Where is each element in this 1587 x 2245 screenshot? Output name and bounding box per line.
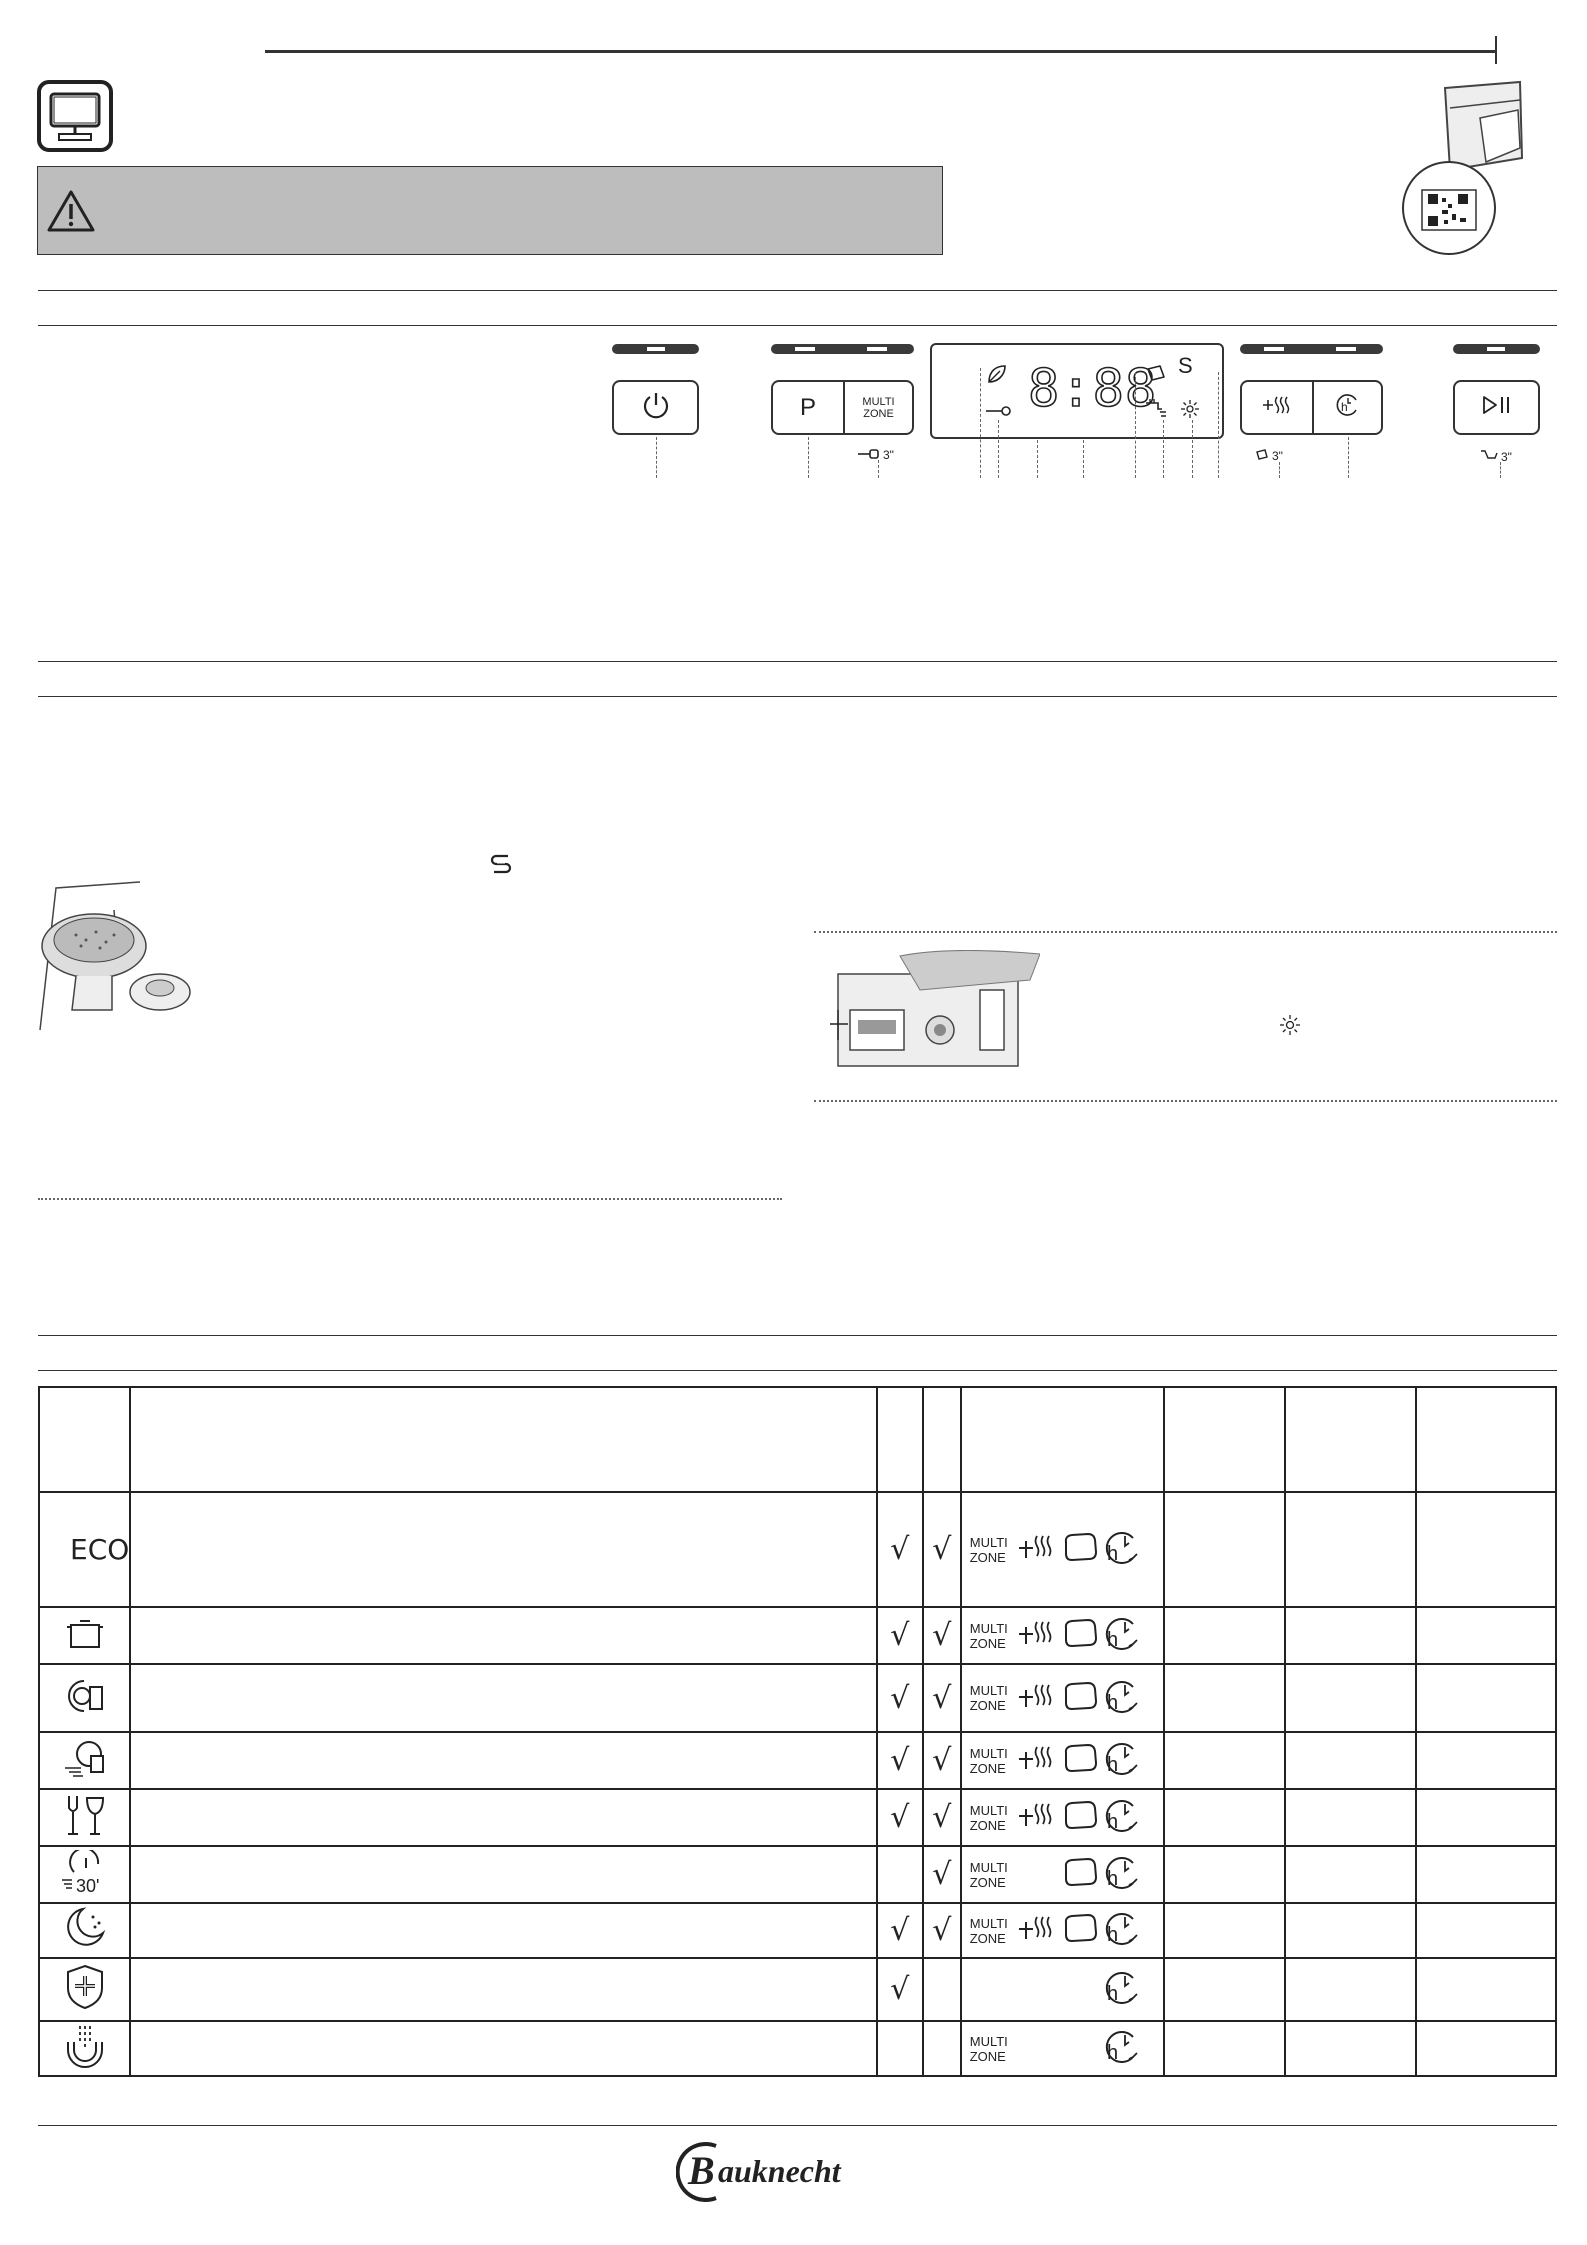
tablet-option-icon: [1062, 1800, 1100, 1835]
section-rule: [38, 696, 1557, 697]
program-value-cell: [1285, 1607, 1416, 1664]
program-tick-cell: √: [923, 1492, 961, 1607]
rinse-aid-icon: [1180, 399, 1200, 424]
header-cell: [1285, 1387, 1416, 1492]
program-tick-cell: √: [877, 1903, 923, 1958]
program-value-cell: [1285, 1664, 1416, 1732]
night-icon: [63, 1907, 107, 1954]
program-label: P: [799, 393, 816, 421]
tablet-icon: [1062, 1857, 1098, 1887]
leader-line: [1348, 437, 1349, 478]
program-value-cell: [1416, 1492, 1556, 1607]
pot-icon: [65, 1615, 105, 1656]
eco-leaf-icon: [986, 363, 1008, 390]
plus-heat-option-icon: [1017, 1800, 1059, 1835]
multizone-option-label: [970, 1621, 1014, 1651]
delay-option-icon: [1103, 1911, 1143, 1950]
plus-heat-option-icon: [1017, 1618, 1059, 1653]
tablet-icon: [1062, 1681, 1098, 1711]
program-value-cell: [1164, 1607, 1286, 1664]
delay-option-icon: [1103, 1741, 1143, 1780]
program-value-cell: [1164, 1958, 1286, 2021]
program-row: [39, 1903, 1556, 1958]
program-tick-cell: √: [877, 1492, 923, 1607]
program-icon-cell: [39, 1664, 130, 1732]
tablet-icon: [1062, 1800, 1098, 1830]
delay-option-icon: [1103, 1970, 1143, 2009]
start-indicator-bar: [1453, 344, 1540, 354]
program-description-cell: [130, 1789, 877, 1846]
zone-text: ZONE: [969, 2048, 1006, 2064]
svg-text:h: h: [1106, 1983, 1118, 2004]
program-value-cell: [1416, 1789, 1556, 1846]
multizone-option-label: [970, 1683, 1014, 1713]
program-options-cell: [961, 1903, 1164, 1958]
multizone-option-label: [970, 1860, 1014, 1890]
multizone-hint-text: 3": [883, 448, 894, 462]
quick-dish-icon: [63, 1738, 107, 1783]
zone-text: ZONE: [969, 1635, 1006, 1651]
header-cell: [877, 1387, 923, 1492]
svg-text:h: h: [1106, 1543, 1118, 1564]
program-tick-cell: √: [877, 1732, 923, 1789]
program-description-cell: [130, 1664, 877, 1732]
program-options-cell: [961, 1846, 1164, 1903]
program-row: [39, 1607, 1556, 1664]
dotted-separator: [814, 1100, 1557, 1102]
program-icon-cell: [39, 1492, 130, 1607]
plus-heat-option-icon: [1017, 1743, 1059, 1778]
program-description-cell: [130, 1607, 877, 1664]
delay-start-icon: [1103, 1530, 1143, 1564]
program-value-cell: [1285, 1789, 1416, 1846]
power-icon: [641, 390, 671, 425]
delay-option-icon: [1103, 1798, 1143, 1837]
program-options-cell: [961, 1607, 1164, 1664]
zone-text: ZONE: [969, 1549, 1006, 1565]
leader-line: [808, 437, 809, 478]
delay-start-icon: [1103, 1855, 1143, 1889]
program-tick-cell: [877, 1846, 923, 1903]
tablet-option-icon: [1062, 1913, 1100, 1948]
svg-text:h: h: [1340, 400, 1348, 414]
program-tick-cell: √: [923, 1789, 961, 1846]
program-icon-cell: [39, 1903, 130, 1958]
delay-start-icon: [1103, 1679, 1143, 1713]
header-rule-end: [1495, 36, 1497, 64]
svg-text:h: h: [1106, 1754, 1118, 1775]
program-value-cell: [1416, 1664, 1556, 1732]
salt-filling-illustration: [36, 880, 204, 1035]
power-button[interactable]: [612, 380, 699, 435]
program-tick-cell: √: [923, 1903, 961, 1958]
multi-text: MULTI: [969, 1745, 1008, 1761]
quick-30-icon: [60, 1850, 110, 1899]
tablet-icon: [1062, 1743, 1098, 1773]
tablet-icon: [1062, 1913, 1098, 1943]
program-value-cell: [1416, 1607, 1556, 1664]
plus-heat-icon: [1261, 393, 1293, 422]
section-rule: [38, 1370, 1557, 1371]
plus-heat-option-icon: [1017, 1681, 1059, 1716]
tablet-option-icon: [1062, 1532, 1100, 1567]
delay-option-icon: [1103, 1530, 1143, 1569]
salt-indicator: S: [1178, 353, 1193, 378]
options-indicator-bar: [1240, 344, 1383, 354]
program-tick-cell: √: [877, 1664, 923, 1732]
program-options-cell: [961, 1958, 1164, 2021]
program-value-cell: [1416, 1958, 1556, 2021]
delay-start-icon: [1103, 1741, 1143, 1775]
header-cell: [1416, 1387, 1556, 1492]
program-value-cell: [1164, 1789, 1286, 1846]
delay-button[interactable]: [1314, 382, 1381, 433]
program-description-cell: [130, 1958, 877, 2021]
header-cell: [961, 1387, 1164, 1492]
monitor-icon: [37, 80, 113, 152]
program-row: [39, 1664, 1556, 1732]
delay-start-icon: [1103, 1798, 1143, 1832]
program-value-cell: [1285, 1846, 1416, 1903]
delay-option-icon: [1103, 1616, 1143, 1655]
svg-text:h: h: [1106, 1691, 1118, 1713]
multi-text: MULTI: [969, 1683, 1008, 1698]
zone-text: ZONE: [969, 1817, 1006, 1833]
leader-line: [1218, 372, 1219, 478]
start-pause-button[interactable]: [1453, 380, 1540, 435]
program-icon-cell: [39, 1789, 130, 1846]
plus-heat-icon: [1017, 1681, 1057, 1711]
program-description-cell: [130, 2021, 877, 2076]
svg-text:h: h: [1106, 1868, 1118, 1889]
program-description-cell: [130, 1492, 877, 1607]
svg-text:h: h: [1106, 1811, 1118, 1832]
delay-start-icon: [1103, 2029, 1143, 2063]
water-tap-icon: [1144, 397, 1170, 424]
power-indicator-bar: [612, 344, 699, 354]
header-cell: [130, 1387, 877, 1492]
dotted-separator: [38, 1198, 782, 1200]
program-tick-cell: √: [877, 1607, 923, 1664]
leader-line: [656, 437, 657, 478]
program-value-cell: [1285, 1492, 1416, 1607]
bauknecht-logo: [676, 2140, 916, 2204]
program-row: [39, 1492, 1556, 1607]
key-icon: [858, 448, 880, 462]
delay-start-icon: [1334, 392, 1362, 423]
leader-line: [980, 368, 981, 478]
program-tick-cell: √: [923, 1607, 961, 1664]
program-tick-cell: √: [923, 1664, 961, 1732]
program-description-cell: [130, 1903, 877, 1958]
tablet-option-icon: [1062, 1743, 1100, 1778]
program-row: [39, 1846, 1556, 1903]
delay-option-icon: [1103, 2029, 1143, 2068]
program-button[interactable]: [773, 382, 845, 433]
program-icon-cell: [39, 1846, 130, 1903]
multizone-option-label: [970, 1535, 1014, 1565]
plus-heat-icon: [1017, 1618, 1057, 1648]
multizone-label-line1: MULTI: [862, 395, 895, 408]
multizone-option-label: [970, 2034, 1014, 2064]
program-value-cell: [1164, 1846, 1286, 1903]
program-value-cell: [1164, 1664, 1286, 1732]
program-value-cell: [1164, 1732, 1286, 1789]
program-options-cell: [961, 2021, 1164, 2076]
qr-code-dishwasher-icon: [1400, 78, 1525, 256]
multizone-button[interactable]: [845, 382, 912, 433]
program-tick-cell: √: [877, 1789, 923, 1846]
program-options-cell: [961, 1664, 1164, 1732]
program-value-cell: [1416, 1732, 1556, 1789]
program-value-cell: [1164, 1903, 1286, 1958]
program-value-cell: [1285, 1732, 1416, 1789]
program-tick-cell: [923, 2021, 961, 2076]
key-lock-icon: [986, 403, 1012, 421]
basket-icon: [1480, 448, 1498, 465]
tablet-key-hint: [1255, 448, 1283, 463]
delay-start-icon: [1103, 1970, 1143, 2004]
glass-icon: [63, 1794, 107, 1841]
section-rule: [38, 661, 1557, 662]
program-icon-cell: [39, 2021, 130, 2076]
rinse-aid-sun-icon: [1279, 1014, 1301, 1041]
program-icon-cell: [39, 1958, 130, 2021]
program-value-cell: [1416, 1846, 1556, 1903]
multizone-label-line2: ZONE: [863, 407, 894, 420]
program-row: [39, 1789, 1556, 1846]
table-header-row: [39, 1387, 1556, 1492]
program-row: [39, 2021, 1556, 2076]
program-options-cell: [961, 1732, 1164, 1789]
tablet-option-icon: [1062, 1618, 1100, 1653]
tablet-hint-text: 3": [1272, 448, 1283, 463]
tablet-indicator-icon: [1145, 363, 1167, 388]
auto-icon: [64, 1677, 106, 1720]
dotted-separator: [814, 931, 1557, 933]
tablet-icon: [1062, 1532, 1098, 1562]
multi-text: MULTI: [969, 2033, 1008, 2049]
rinse-aid-illustration: [830, 950, 1040, 1082]
program-value-cell: [1416, 2021, 1556, 2076]
display-digits: 8:88: [1028, 359, 1158, 419]
zone-text: ZONE: [969, 1760, 1006, 1776]
multi-text: MULTI: [969, 1620, 1008, 1636]
leader-line: [1135, 372, 1136, 478]
warning-banner: [37, 166, 943, 255]
leader-line: [1279, 462, 1280, 478]
program-description-cell: [130, 1732, 877, 1789]
program-value-cell: [1164, 1492, 1286, 1607]
svg-text:h: h: [1106, 2042, 1118, 2063]
header-cell: [1164, 1387, 1286, 1492]
plus-heat-icon: [1017, 1532, 1057, 1562]
options-button-group: [1240, 380, 1383, 435]
plus-heat-option-icon: [1017, 1913, 1059, 1948]
multizone-key-hint: [858, 448, 894, 462]
program-tick-cell: √: [923, 1732, 961, 1789]
tablet-icon: [1255, 448, 1269, 463]
program-tick-cell: [877, 2021, 923, 2076]
program-options-cell: [961, 1789, 1164, 1846]
delay-option-icon: [1103, 1855, 1143, 1894]
program-value-cell: [1164, 2021, 1286, 2076]
program-tick-cell: [923, 1958, 961, 2021]
play-pause-icon: [1481, 394, 1513, 421]
section-rule: [38, 325, 1557, 326]
display-panel: [930, 343, 1224, 439]
program-description-cell: [130, 1846, 877, 1903]
tablet-option-icon: [1062, 1681, 1100, 1716]
svg-text:h: h: [1106, 1629, 1118, 1650]
tablet-option-icon: [1062, 1857, 1100, 1892]
tablet-icon: [1062, 1618, 1098, 1648]
leader-line: [1163, 420, 1164, 478]
multizone-option-label: [970, 1916, 1014, 1946]
program-icon-cell: [39, 1732, 130, 1789]
plus-heat-icon: [1017, 1743, 1057, 1773]
program-options-cell: [961, 1492, 1164, 1607]
svg-text:auknecht: auknecht: [718, 2153, 841, 2189]
warning-triangle-icon: [46, 189, 96, 238]
delay-option-icon: [1103, 1679, 1143, 1718]
prewash-icon: [64, 2024, 106, 2073]
eco-program-label: ECO: [70, 1533, 130, 1566]
header-cell: [39, 1387, 130, 1492]
plus-heat-icon: [1017, 1913, 1057, 1943]
multi-text: MULTI: [969, 1534, 1008, 1550]
extra-dry-button[interactable]: [1242, 382, 1314, 433]
leader-line: [998, 420, 999, 478]
plus-heat-icon: [1017, 1800, 1057, 1830]
footer-rule: [38, 2125, 1557, 2126]
section-rule: [38, 1335, 1557, 1336]
program-indicator-bar: [771, 344, 914, 354]
delay-start-icon: [1103, 1616, 1143, 1650]
multizone-option-label: [970, 1746, 1014, 1776]
start-key-hint: [1480, 448, 1512, 465]
program-tick-cell: √: [923, 1846, 961, 1903]
multizone-option-label: [970, 1803, 1014, 1833]
program-value-cell: [1285, 2021, 1416, 2076]
leader-line: [1500, 462, 1501, 478]
svg-text:30': 30': [75, 1876, 100, 1894]
leader-line: [878, 460, 879, 478]
program-row: [39, 1732, 1556, 1789]
salt-s-icon: [488, 850, 514, 881]
program-icon-cell: [39, 1607, 130, 1664]
zone-text: ZONE: [969, 1698, 1006, 1713]
program-value-cell: [1285, 1958, 1416, 2021]
programs-table: [38, 1386, 1557, 2077]
leader-line: [1083, 440, 1084, 478]
multi-text: MULTI: [969, 1802, 1008, 1818]
plus-heat-option-icon: [1017, 1532, 1059, 1567]
zone-text: ZONE: [969, 1930, 1006, 1946]
section-rule: [38, 290, 1557, 291]
header-rule: [265, 50, 1497, 53]
start-hint-text: 3": [1501, 449, 1512, 464]
zone-text: ZONE: [969, 1874, 1006, 1890]
header-cell: [923, 1387, 961, 1492]
program-tick-cell: √: [877, 1958, 923, 2021]
program-multizone-button-group: [771, 380, 914, 435]
program-value-cell: [1416, 1903, 1556, 1958]
multi-text: MULTI: [969, 1915, 1008, 1931]
delay-start-icon: [1103, 1911, 1143, 1945]
leader-line: [1037, 440, 1038, 478]
svg-text:B: B: [688, 2148, 715, 2193]
program-value-cell: [1285, 1903, 1416, 1958]
multi-text: MULTI: [969, 1859, 1008, 1875]
svg-text:h: h: [1106, 1924, 1118, 1945]
leader-line: [1192, 420, 1193, 478]
program-row: [39, 1958, 1556, 2021]
hygiene-shield-icon: [64, 1964, 106, 2015]
